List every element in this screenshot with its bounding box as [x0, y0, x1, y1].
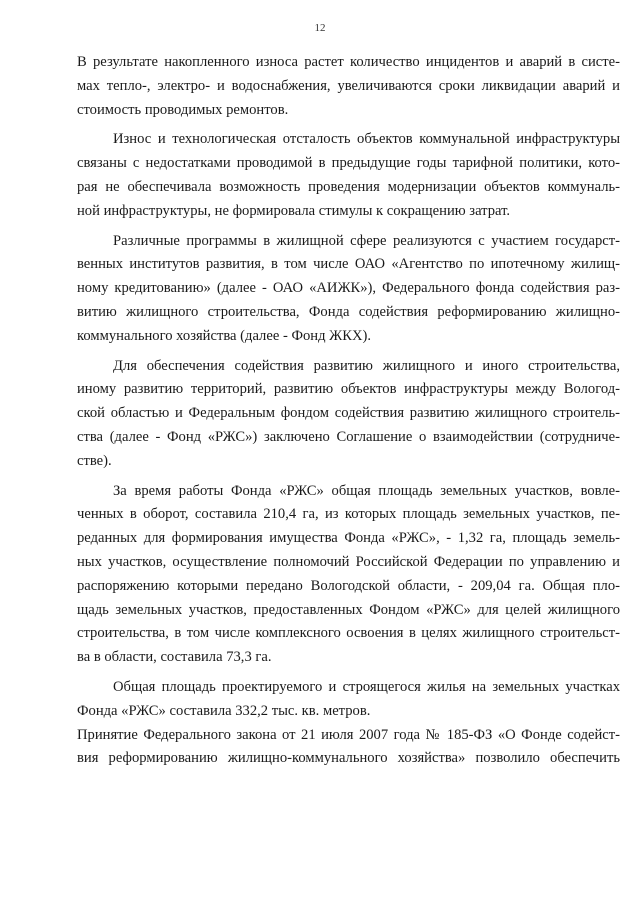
text-line: реданных для формирования имущества Фонда «РЖС», - 1,32 га, площадь земель- — [77, 530, 620, 547]
text-line: Износ и технологическая отсталость объектов коммунальной инфраструктуры — [113, 131, 620, 148]
text-line: строительства, в том числе комплексного освоения в целях жилищного строительст- — [77, 625, 620, 642]
text-line: связаны с недостатками проводимой в предыдущие годы тарифной политики, кото- — [77, 155, 620, 172]
text-line: мах тепло-, электро- и водоснабжения, увеличиваются сроки ликвидации аварий и — [77, 77, 620, 94]
text-line: Для обеспечения содействия развитию жилищного и иного строительства, — [113, 357, 620, 374]
text-line: распоряжению которыми передано Вологодской области, - 209,04 га. Общая пло- — [77, 577, 620, 594]
paragraph — [77, 676, 620, 724]
text-line: ному кредитованию» (далее - ОАО «АИЖК»), Федерального фонда содействия раз- — [77, 280, 620, 297]
page-number: 12 — [314, 22, 326, 34]
text-line: вия реформированию жилищно-коммунального хозяйства» позволило обеспечить — [77, 750, 620, 767]
paragraph — [77, 51, 620, 122]
text-line: стоимость проводимых ремонтов. — [77, 101, 289, 118]
paragraph — [77, 480, 620, 670]
text-line: ства (далее - Фонд «РЖС») заключено Соглашение о взаимодействии (сотрудниче- — [77, 428, 620, 445]
text-line: щадь земельных участков, предоставленных Фондом «РЖС» для целей жилищного — [77, 601, 620, 618]
text-line: ной инфраструктуры, не формировала стимулы к сокращению затрат. — [77, 202, 511, 219]
text-line: стве). — [77, 452, 112, 469]
text-line: витию жилищного строительства, Фонда содействия реформированию жилищно- — [77, 303, 620, 320]
text-line: ской областью и Федеральным фондом содействия развитию жилищного строитель- — [77, 405, 620, 422]
text-line: Общая площадь проектируемого и строящегося жилья на земельных участках — [113, 678, 620, 695]
text-line: Различные программы в жилищной сфере реализуются с участием государст- — [113, 232, 620, 249]
text-line: ных участков, осуществление полномочий Российской Федерации по управлению и — [77, 553, 620, 570]
paragraph — [77, 230, 620, 349]
text-line: ченных в оборот, составила 210,4 га, из которых площадь земельных участков, пе- — [77, 506, 620, 523]
paragraph — [77, 724, 620, 772]
document-body — [77, 51, 620, 771]
text-line: коммунального хозяйства (далее - Фонд ЖКХ). — [77, 327, 372, 344]
text-line: В результате накопленного износа растет количество инцидентов и аварий в систе- — [77, 54, 620, 70]
text-line: Принятие Федерального закона от 21 июля 2007 года № 185-ФЗ «О Фонде содейст- — [77, 726, 620, 743]
text-line: венных институтов развития, в том числе ОАО «Агентство по ипотечному жилищ- — [77, 256, 620, 273]
text-line: ва в области, составила 73,3 га. — [77, 649, 272, 666]
paragraph — [77, 128, 620, 223]
text-line: За время работы Фонда «РЖС» общая площадь земельных участков, вовле- — [113, 482, 620, 499]
text-line: Фонда «РЖС» составила 332,2 тыс. кв. метров. — [77, 702, 371, 719]
paragraph — [77, 355, 620, 474]
text-line: иному развитию территорий, развитию объектов инфраструктуры между Вологод- — [77, 381, 620, 398]
text-line: рая не обеспечивала возможность проведения модернизации объектов коммуналь- — [77, 178, 620, 195]
